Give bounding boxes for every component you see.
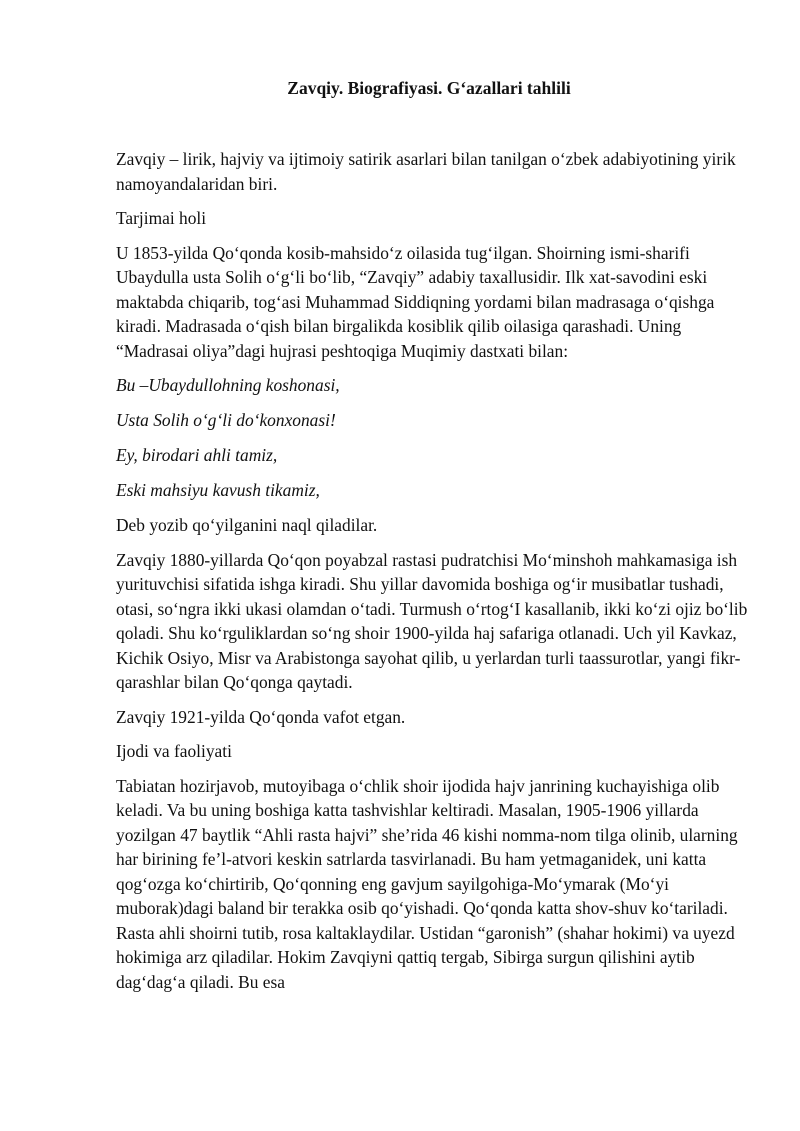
- verse-line: Bu –Ubaydullohning koshonasi,: [116, 375, 340, 395]
- verse-line: Eski mahsiyu kavush tikamiz,: [116, 480, 320, 500]
- verse-line: Ey, birodari ahli tamiz,: [116, 445, 278, 465]
- intro-paragraph: Zavqiy – lirik, hajviy va ijtimoiy satirik asarlari bilan tanilgan o‘zbek adabiyotining yirik namoyandalaridan biri.: [116, 149, 736, 194]
- works-paragraph: Tabiatan hozirjavob, mutoyibaga o‘chlik shoir ijodida hajv janrining kuchayishiga olib keladi. Va bu uning boshiga katta tashvishlar keltiradi. Masalan, 1905-1906 yillarda yozilgan 47 baytlik “Ahli rasta hajvi” she’rida 46 kishi nomma-nom tilga olinib, ularning har birining fe’l-atvori keskin satrlarda tasvirlanadi. Bu ham yetmaganidek, uni katta qog‘ozga ko‘chirtirib, Qo‘qonning eng gavjum sayilgohiga-Mo‘ymarak (Mo‘yi muborak)dagi baland bir terakka osib qo‘yishadi. Qo‘qonda katta shov-shuv ko‘tariladi. Rasta ahli shoirni tutib, rosa kaltaklaydilar. Ustidan “garonish” (shahar hokimi) va uyezd hokimiga arz qiladilar. Hokim Zavqiyni qattiq tergab, Sibirga surgun qilishini aytib dag‘dag‘a qiladi. Bu esa: [116, 775, 738, 992]
- verse-line: Usta Solih o‘g‘li do‘konxonasi!: [116, 410, 336, 430]
- section-heading-biography: Tarjimai holi: [116, 208, 207, 228]
- verse-attribution: Deb yozib qo‘yilganini naql qiladilar.: [116, 515, 378, 535]
- biography-paragraph: Zavqiy 1921-yilda Qo‘qonda vafot etgan.: [116, 706, 406, 727]
- document-body: [116, 147, 756, 1004]
- biography-paragraph: Zavqiy 1880-yillarda Qo‘qon poyabzal rastasi pudratchisi Mo‘minshoh mahkamasiga ish yurituvchisi sifatida ishga kiradi. Shu yillar davomida boshiga og‘ir musibatlar tushadi, otasi, so‘ngra ikki ukasi olamdan o‘tadi. Turmush o‘rtog‘I kasallanib, ikki ko‘zi ojiz bo‘lib qoladi. Shu ko‘rguliklardan so‘ng shoir 1900-yilda haj safariga otlanadi. Uch yil Kavkaz, Kichik Osiyo, Misr va Arabistonga sayohat qilib, u yerlardan turli taassurotlar, yangi fikr-qarashlar bilan Qo‘qonga qaytadi.: [116, 549, 748, 692]
- section-heading-works: Ijodi va faoliyati: [116, 741, 232, 761]
- biography-paragraph: U 1853-yilda Qo‘qonda kosib-mahsido‘z oilasida tug‘ilgan. Shoirning ismi-sharifi Ubaydulla usta Solih o‘g‘li bo‘lib, “Zavqiy” adabiy taxallusidir. Ilk xat-savodini eski maktabda chiqarib, tog‘asi Muhammad Siddiqning yordami bilan madrasaga o‘qishga kiradi. Madrasada o‘qish bilan birgalikda kosiblik qilib oilasiga qarashadi. Uning “Madrasai oliya”dagi hujrasi peshtoqiga Muqimiy dastxati bilan:: [116, 242, 715, 361]
- document-title: Zavqiy. Biografiyasi. G‘azallari tahlili: [287, 78, 571, 98]
